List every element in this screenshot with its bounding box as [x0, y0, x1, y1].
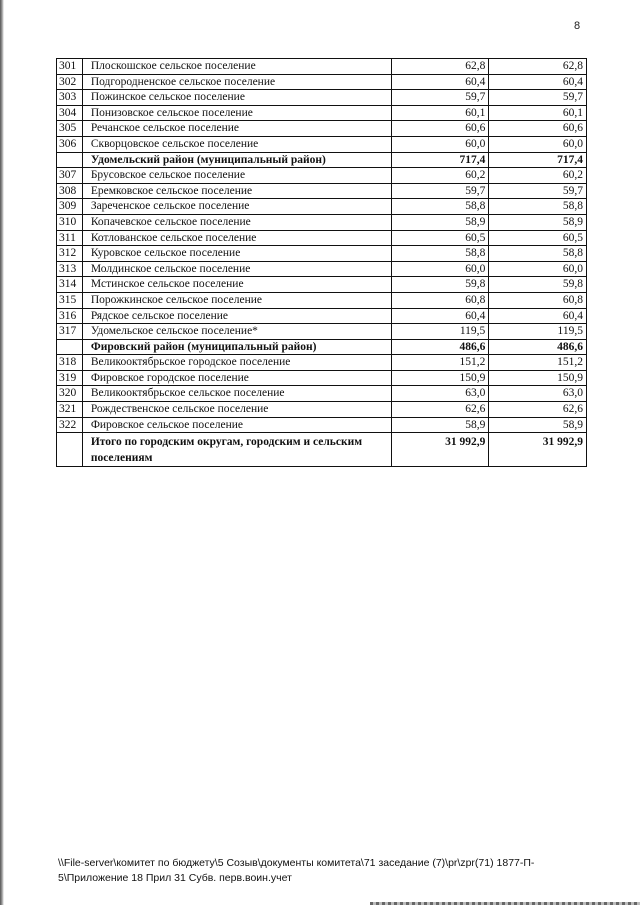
amount-column-1: 60,0 — [391, 261, 489, 277]
grand-total-label: Итого по городским округам, городским и сельским поселениям — [82, 433, 391, 467]
amount-column-2: 151,2 — [489, 355, 587, 371]
row-number: 308 — [57, 183, 83, 199]
scan-left-edge — [0, 0, 4, 905]
row-number: 302 — [57, 74, 83, 90]
amount-column-1: 62,6 — [391, 402, 489, 418]
amount-column-2: 58,9 — [489, 417, 587, 433]
amount-column-1: 150,9 — [391, 370, 489, 386]
amount-column-1: 58,8 — [391, 199, 489, 215]
amount-column-2: 717,4 — [489, 152, 587, 168]
amount-column-2: 60,8 — [489, 292, 587, 308]
settlement-name: Рядское сельское поселение — [82, 308, 391, 324]
amount-column-2: 58,8 — [489, 246, 587, 262]
district-subtotal-row — [57, 339, 587, 355]
table-row — [57, 292, 587, 308]
amount-column-2: 59,7 — [489, 183, 587, 199]
amount-column-2: 119,5 — [489, 324, 587, 340]
amount-column-2: 60,4 — [489, 74, 587, 90]
amount-column-1: 58,9 — [391, 417, 489, 433]
amount-column-1: 486,6 — [391, 339, 489, 355]
page-number: 8 — [574, 20, 581, 32]
amount-column-1: 62,8 — [391, 59, 489, 75]
settlement-name: Порожкинское сельское поселение — [82, 292, 391, 308]
table-row — [57, 261, 587, 277]
table-body — [57, 59, 587, 467]
row-number: 319 — [57, 370, 83, 386]
settlement-name: Мстинское сельское поселение — [82, 277, 391, 293]
settlement-name: Зареченское сельское поселение — [82, 199, 391, 215]
row-number: 301 — [57, 59, 83, 75]
settlement-name: Молдинское сельское поселение — [82, 261, 391, 277]
settlement-name: Котлованское сельское поселение — [82, 230, 391, 246]
table-row — [57, 168, 587, 184]
file-path-line-1: \\File-server\комитет по бюджету\5 Созыв\документы комитета\71 заседание (7)\pr\zpr(71) 1877-П- — [58, 857, 535, 869]
grand-total-column-1: 31 992,9 — [391, 433, 489, 467]
settlement-name: Речанское сельское поселение — [82, 121, 391, 137]
file-path-line-2: 5\Приложение 18 Прил 31 Субв. перв.воин.учет — [58, 872, 292, 884]
district-subtotal-row — [57, 152, 587, 168]
row-number: 315 — [57, 292, 83, 308]
row-number — [57, 339, 83, 355]
row-number: 322 — [57, 417, 83, 433]
row-number: 306 — [57, 136, 83, 152]
table-row — [57, 105, 587, 121]
settlement-name: Удомельский район (муниципальный район) — [82, 152, 391, 168]
table-row — [57, 386, 587, 402]
amount-column-2: 60,0 — [489, 261, 587, 277]
amount-column-2: 60,0 — [489, 136, 587, 152]
table-row — [57, 417, 587, 433]
row-number — [57, 152, 83, 168]
amount-column-2: 63,0 — [489, 386, 587, 402]
amount-column-2: 60,2 — [489, 168, 587, 184]
settlement-name: Копачевское сельское поселение — [82, 214, 391, 230]
table-row — [57, 121, 587, 137]
table-row — [57, 90, 587, 106]
amount-column-2: 60,5 — [489, 230, 587, 246]
amount-column-1: 60,8 — [391, 292, 489, 308]
row-number: 317 — [57, 324, 83, 340]
row-number: 307 — [57, 168, 83, 184]
settlement-name: Еремковское сельское поселение — [82, 183, 391, 199]
table-row — [57, 74, 587, 90]
row-number: 314 — [57, 277, 83, 293]
settlement-name: Плоскошское сельское поселение — [82, 59, 391, 75]
table-row — [57, 246, 587, 262]
amount-column-2: 62,8 — [489, 59, 587, 75]
grand-total-column-2: 31 992,9 — [489, 433, 587, 467]
amount-column-1: 60,6 — [391, 121, 489, 137]
amount-column-1: 151,2 — [391, 355, 489, 371]
settlement-name: Рождественское сельское поселение — [82, 402, 391, 418]
amount-column-1: 59,7 — [391, 90, 489, 106]
row-number: 309 — [57, 199, 83, 215]
settlement-name: Подгородненское сельское поселение — [82, 74, 391, 90]
settlement-name: Скворцовское сельское поселение — [82, 136, 391, 152]
row-number: 321 — [57, 402, 83, 418]
row-number — [57, 433, 83, 467]
row-number: 311 — [57, 230, 83, 246]
settlement-name: Великооктябрьское городское поселение — [82, 355, 391, 371]
table-row — [57, 277, 587, 293]
row-number: 305 — [57, 121, 83, 137]
row-number: 312 — [57, 246, 83, 262]
grand-total-row — [57, 433, 587, 467]
amount-column-2: 150,9 — [489, 370, 587, 386]
amount-column-1: 60,1 — [391, 105, 489, 121]
table-row — [57, 355, 587, 371]
amount-column-1: 60,4 — [391, 308, 489, 324]
table-row — [57, 324, 587, 340]
amount-column-2: 60,4 — [489, 308, 587, 324]
amount-column-1: 60,5 — [391, 230, 489, 246]
amount-column-1: 59,7 — [391, 183, 489, 199]
amount-column-1: 58,9 — [391, 214, 489, 230]
row-number: 313 — [57, 261, 83, 277]
settlement-name: Фировский район (муниципальный район) — [82, 339, 391, 355]
row-number: 318 — [57, 355, 83, 371]
table-row — [57, 183, 587, 199]
amount-column-2: 60,1 — [489, 105, 587, 121]
amount-column-2: 60,6 — [489, 121, 587, 137]
amount-column-1: 717,4 — [391, 152, 489, 168]
subsidy-table — [56, 58, 587, 467]
table-row — [57, 230, 587, 246]
row-number: 303 — [57, 90, 83, 106]
amount-column-2: 59,8 — [489, 277, 587, 293]
row-number: 320 — [57, 386, 83, 402]
settlement-name: Удомельское сельское поселение* — [82, 324, 391, 340]
amount-column-1: 58,8 — [391, 246, 489, 262]
amount-column-1: 60,0 — [391, 136, 489, 152]
amount-column-1: 119,5 — [391, 324, 489, 340]
amount-column-2: 58,9 — [489, 214, 587, 230]
table-row — [57, 214, 587, 230]
amount-column-2: 62,6 — [489, 402, 587, 418]
settlement-name: Фировское городское поселение — [82, 370, 391, 386]
settlement-name: Фировское сельское поселение — [82, 417, 391, 433]
amount-column-1: 60,4 — [391, 74, 489, 90]
row-number: 310 — [57, 214, 83, 230]
amount-column-1: 63,0 — [391, 386, 489, 402]
settlement-name: Понизовское сельское поселение — [82, 105, 391, 121]
settlement-name: Куровское сельское поселение — [82, 246, 391, 262]
settlement-name: Пожинское сельское поселение — [82, 90, 391, 106]
table-row — [57, 59, 587, 75]
file-path-footer — [58, 856, 578, 886]
table-row — [57, 370, 587, 386]
table-row — [57, 136, 587, 152]
table-row — [57, 199, 587, 215]
row-number: 316 — [57, 308, 83, 324]
row-number: 304 — [57, 105, 83, 121]
amount-column-2: 486,6 — [489, 339, 587, 355]
settlement-name: Брусовское сельское поселение — [82, 168, 391, 184]
amount-column-2: 59,7 — [489, 90, 587, 106]
amount-column-2: 58,8 — [489, 199, 587, 215]
amount-column-1: 60,2 — [391, 168, 489, 184]
table-row — [57, 308, 587, 324]
amount-column-1: 59,8 — [391, 277, 489, 293]
table-row — [57, 402, 587, 418]
settlement-name: Великооктябрьское сельское поселение — [82, 386, 391, 402]
